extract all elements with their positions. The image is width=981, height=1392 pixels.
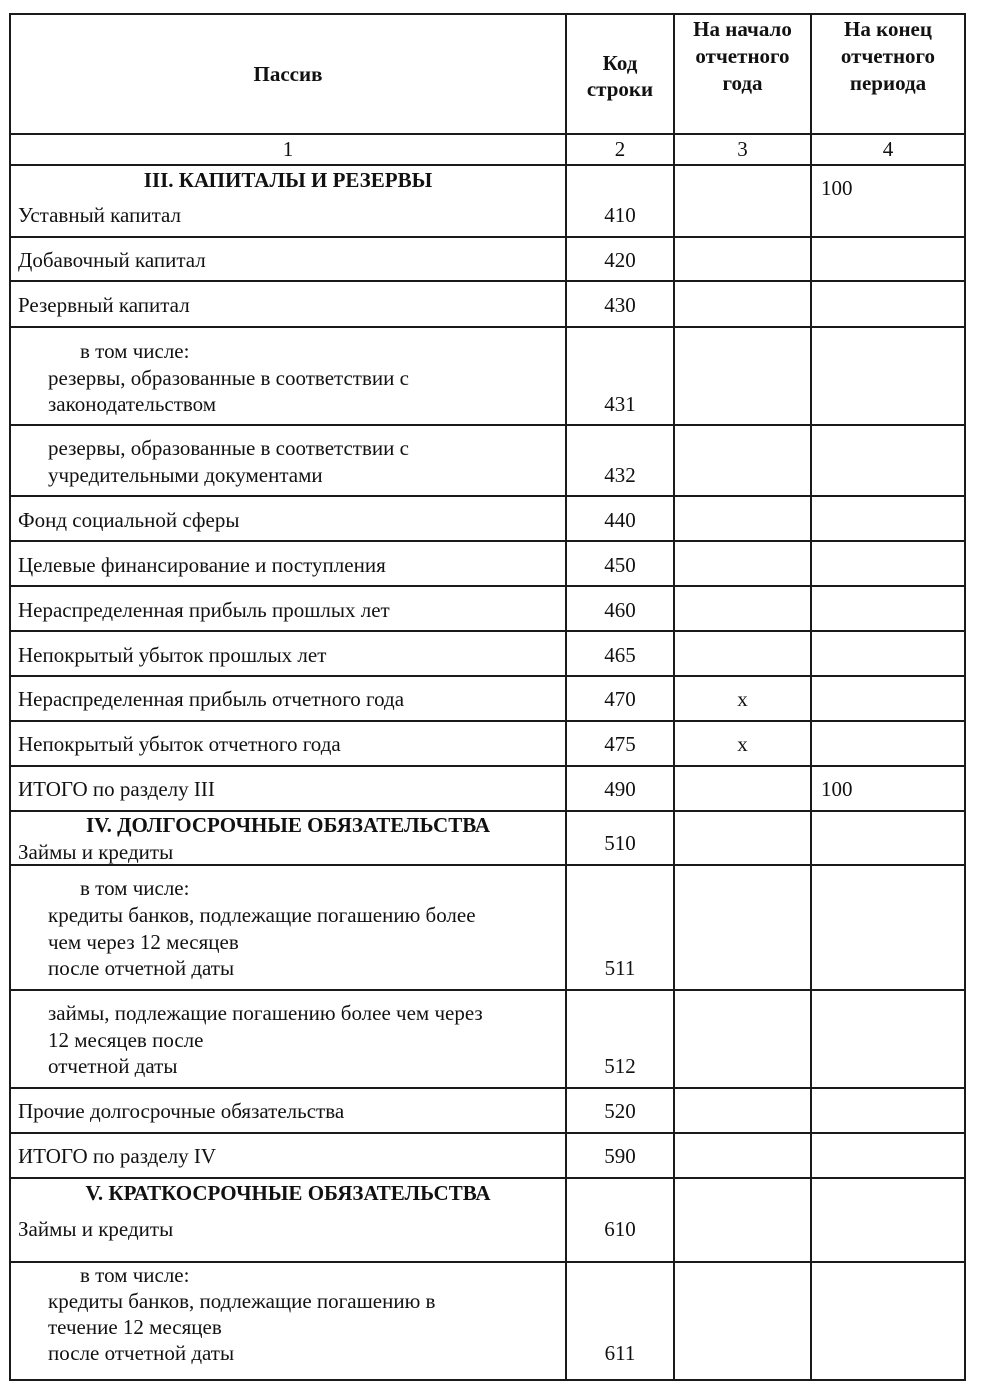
column-number-4: 4: [882, 137, 894, 161]
row-divider: [9, 1177, 966, 1179]
row-label-440: Фонд социальной сферы: [18, 508, 240, 532]
row-divider: [9, 13, 966, 15]
header-end-line3: периода: [849, 71, 927, 95]
row-code-410: 410: [604, 203, 636, 227]
row-label-450: Целевые финансирование и поступления: [18, 553, 386, 577]
row-code-512: 512: [604, 1054, 636, 1078]
row-start-475: х: [737, 732, 748, 756]
row-divider: [9, 326, 966, 328]
section-title-3: III. КАПИТАЛЫ И РЕЗЕРВЫ: [143, 168, 433, 192]
row-divider: [9, 630, 966, 632]
row-label-432-line2: учредительными документами: [48, 463, 323, 487]
row-code-520: 520: [604, 1099, 636, 1123]
row-divider: [9, 675, 966, 677]
row-code-420: 420: [604, 248, 636, 272]
row-label-610: Займы и кредиты: [18, 1217, 174, 1241]
row-divider: [9, 495, 966, 497]
row-label-410: Уставный капитал: [18, 203, 181, 227]
header-code-line1: Код: [602, 51, 638, 75]
header-code-line2: строки: [586, 77, 654, 101]
row-label-432-line1: резервы, образованные в соответствии с: [48, 436, 409, 460]
row-label-470: Нераспределенная прибыль отчетного года: [18, 687, 405, 711]
row-label-475: Непокрытый убыток отчетного года: [18, 732, 341, 756]
row-code-510: 510: [604, 831, 636, 855]
row-divider: [9, 720, 966, 722]
row-label-611-line3: после отчетной даты: [48, 1341, 235, 1365]
row-code-470: 470: [604, 687, 636, 711]
row-code-440: 440: [604, 508, 636, 532]
row-code-610: 610: [604, 1217, 636, 1241]
row-code-460: 460: [604, 598, 636, 622]
row-code-432: 432: [604, 463, 636, 487]
row-label-512-line2: 12 месяцев после: [48, 1028, 204, 1052]
row-divider: [9, 989, 966, 991]
row-label-511-line1: кредиты банков, подлежащие погашению более: [48, 903, 476, 927]
row-divider: [9, 164, 966, 166]
row-start-470: х: [737, 687, 748, 711]
row-label-611-line1: кредиты банков, подлежащие погашению в: [48, 1289, 436, 1313]
header-start-line3: года: [722, 71, 763, 95]
header-start-line2: отчетного: [695, 44, 790, 68]
row-code-475: 475: [604, 732, 636, 756]
row-code-590: 590: [604, 1144, 636, 1168]
row-label-520: Прочие долгосрочные обязательства: [18, 1099, 345, 1123]
row-label-490: ИТОГО по разделу III: [18, 777, 215, 801]
section-title-5: V. КРАТКОСРОЧНЫЕ ОБЯЗАТЕЛЬСТВА: [85, 1181, 491, 1205]
row-intro-431: в том числе:: [80, 339, 190, 363]
row-label-611-line2: течение 12 месяцев: [48, 1315, 222, 1339]
row-divider: [9, 765, 966, 767]
row-code-611: 611: [604, 1341, 636, 1365]
row-label-512-line1: займы, подлежащие погашению более чем через: [48, 1001, 483, 1025]
table-border-left: [9, 13, 11, 1381]
row-label-431-line1: резервы, образованные в соответствии с: [48, 366, 409, 390]
row-code-490: 490: [604, 777, 636, 801]
row-divider: [9, 1087, 966, 1089]
row-label-430: Резервный капитал: [18, 293, 190, 317]
table-border-right: [964, 13, 966, 1381]
row-label-465: Непокрытый убыток прошлых лет: [18, 643, 327, 667]
row-divider: [9, 585, 966, 587]
row-divider: [9, 1379, 966, 1381]
row-intro-611: в том числе:: [80, 1263, 190, 1287]
row-label-511-line3: после отчетной даты: [48, 956, 235, 980]
row-label-512-line3: отчетной даты: [48, 1054, 178, 1078]
column-divider-3: [810, 13, 812, 1381]
column-number-3: 3: [737, 137, 748, 161]
column-number-2: 2: [614, 137, 626, 161]
header-end-line1: На конец: [844, 17, 932, 41]
header-passive: Пассив: [253, 62, 323, 86]
balance-sheet-liabilities-table: [9, 13, 966, 1381]
row-label-590: ИТОГО по разделу IV: [18, 1144, 217, 1168]
row-divider: [9, 1132, 966, 1134]
row-divider: [9, 424, 966, 426]
row-end-410: 100: [821, 176, 853, 200]
row-label-460: Нераспределенная прибыль прошлых лет: [18, 598, 390, 622]
header-start-line1: На начало: [693, 17, 792, 41]
row-divider: [9, 540, 966, 542]
row-label-511-line2: чем через 12 месяцев: [48, 930, 239, 954]
row-divider: [9, 236, 966, 238]
row-intro-511: в том числе:: [80, 876, 190, 900]
row-end-490: 100: [821, 777, 853, 801]
section-title-4: IV. ДОЛГОСРОЧНЫЕ ОБЯЗАТЕЛЬСТВА: [85, 813, 491, 837]
row-code-430: 430: [604, 293, 636, 317]
row-label-510: Займы и кредиты: [18, 840, 174, 864]
row-code-450: 450: [604, 553, 636, 577]
row-divider: [9, 280, 966, 282]
row-label-431-line2: законодательством: [48, 392, 217, 416]
row-divider: [9, 133, 966, 135]
row-code-465: 465: [604, 643, 636, 667]
header-end-line2: отчетного: [840, 44, 936, 68]
column-number-1: 1: [282, 137, 294, 161]
row-code-431: 431: [604, 392, 636, 416]
row-code-511: 511: [604, 956, 636, 980]
row-label-420: Добавочный капитал: [18, 248, 206, 272]
